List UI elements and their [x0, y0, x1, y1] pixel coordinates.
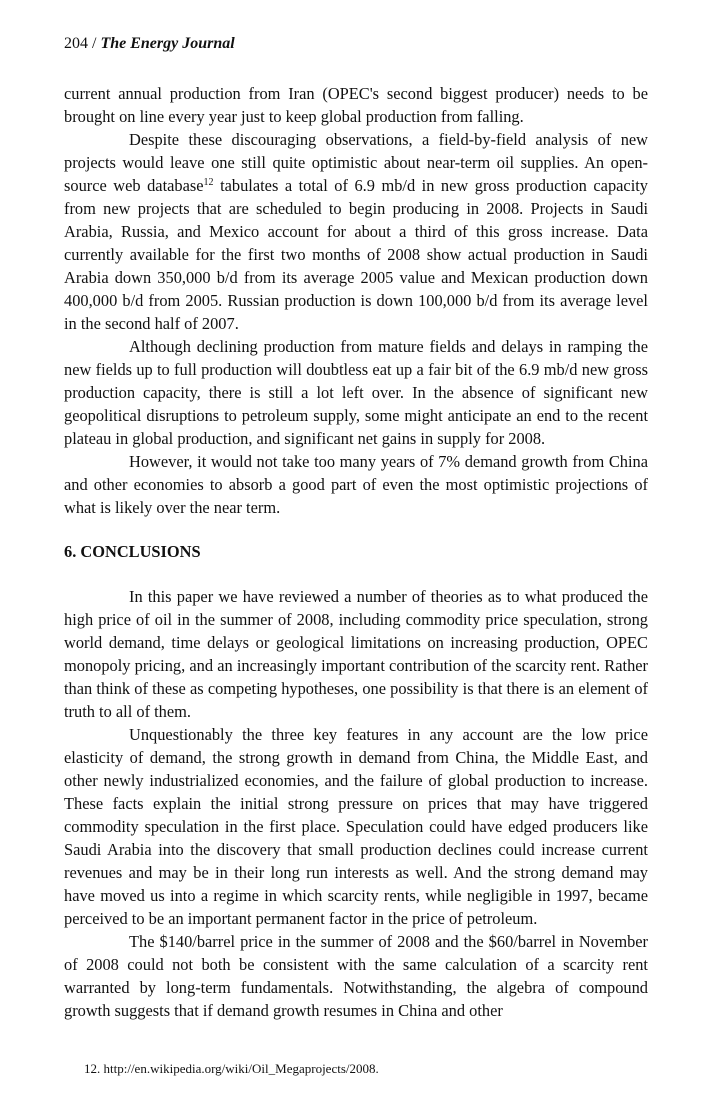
paragraph-conclusions-key-features: Unquestionably the three key features in any account are the low price elasticity of demand, the strong growth in demand from China, the Middle East, and other newly industrialized economies, and the failure of global production to increase. These facts explain the initial strong pressure on prices that may have triggered commodity speculation in the first place. Speculation could have edged producers like Saudi Arabia into the discovery that small production declines could increase current revenues and may be in their long run interests as well. And the strong demand may have moved us into a regime in which scarcity rents, while negligible in 1997, became perceived to be an important permanent factor in the price of petroleum.	[64, 725, 648, 928]
paragraph-continued: current annual production from Iran (OPEC's second biggest producer) needs to be brought on line every year just to keep global production from falling.	[64, 84, 648, 126]
header-separator: /	[88, 35, 101, 52]
footnote-ref-12[interactable]: 12	[203, 177, 214, 188]
footnote-number: 12.	[84, 1061, 101, 1076]
paragraph-conclusions-theories: In this paper we have reviewed a number of theories as to what produced the high price of oil in the summer of 2008, including commodity price speculation, strong world demand, time delays or geological limitations on increasing production, OPEC monopoly pricing, and an increasingly important contribution of the scarcity rent. Rather than think of these as competing hypotheses, one possibility is that there is an element of truth to all of them.	[64, 587, 648, 721]
paragraph-declining-production: Although declining production from mature fields and delays in ramping the new fields up to full production will doubtless eat up a fair bit of the 6.9 mb/d new gross production capacity, there is still a lot left over. In the absence of significant new geopolitical disruptions to petroleum supply, some might anticipate an end to the recent plateau in global production, and significant net gains in supply for 2008.	[64, 337, 648, 448]
page-number: 204	[64, 35, 88, 52]
running-head	[64, 34, 648, 54]
footnote-url[interactable]: http://en.wikipedia.org/wiki/Oil_Megaprojects/2008.	[103, 1061, 379, 1076]
footnote	[84, 1061, 379, 1077]
paragraph-field-analysis-post: tabulates a total of 6.9 mb/d in new gross production capacity from new projects that are scheduled to begin producing in 2008. Projects in Saudi Arabia, Russia, and Mexico account for about a third of this gross increase. Data currently available for the first two months of 2008 show actual production in Saudi Arabia down 350,000 b/d from its average 2005 value and Mexican production down 400,000 b/d from 2005. Russian production is down 100,000 b/d from its average level in the second half of 2007.	[64, 176, 648, 333]
paragraph-demand-growth: However, it would not take too many years of 7% demand growth from China and other economies to absorb a good part of even the most optimistic projections of what is likely over the near term.	[64, 452, 648, 517]
page-content	[64, 34, 648, 1022]
paragraph-field-analysis	[64, 128, 648, 335]
paragraph-conclusions-price: The $140/barrel price in the summer of 2008 and the $60/barrel in November of 2008 could not both be consistent with the same calculation of a scarcity rent warranted by long-term fundamentals. Notwithstanding, the algebra of compound growth suggests that if demand growth resumes in China and other	[64, 932, 648, 1020]
section-heading: 6. CONCLUSIONS	[64, 542, 201, 561]
journal-title: The Energy Journal	[100, 35, 235, 52]
section-gap	[64, 519, 648, 523]
paragraph-field-analysis-pre: Despite these discouraging observations, a field-by-field analysis of new projects would leave one still quite optimistic about near-term oil supplies. An open-source web database	[64, 130, 648, 195]
